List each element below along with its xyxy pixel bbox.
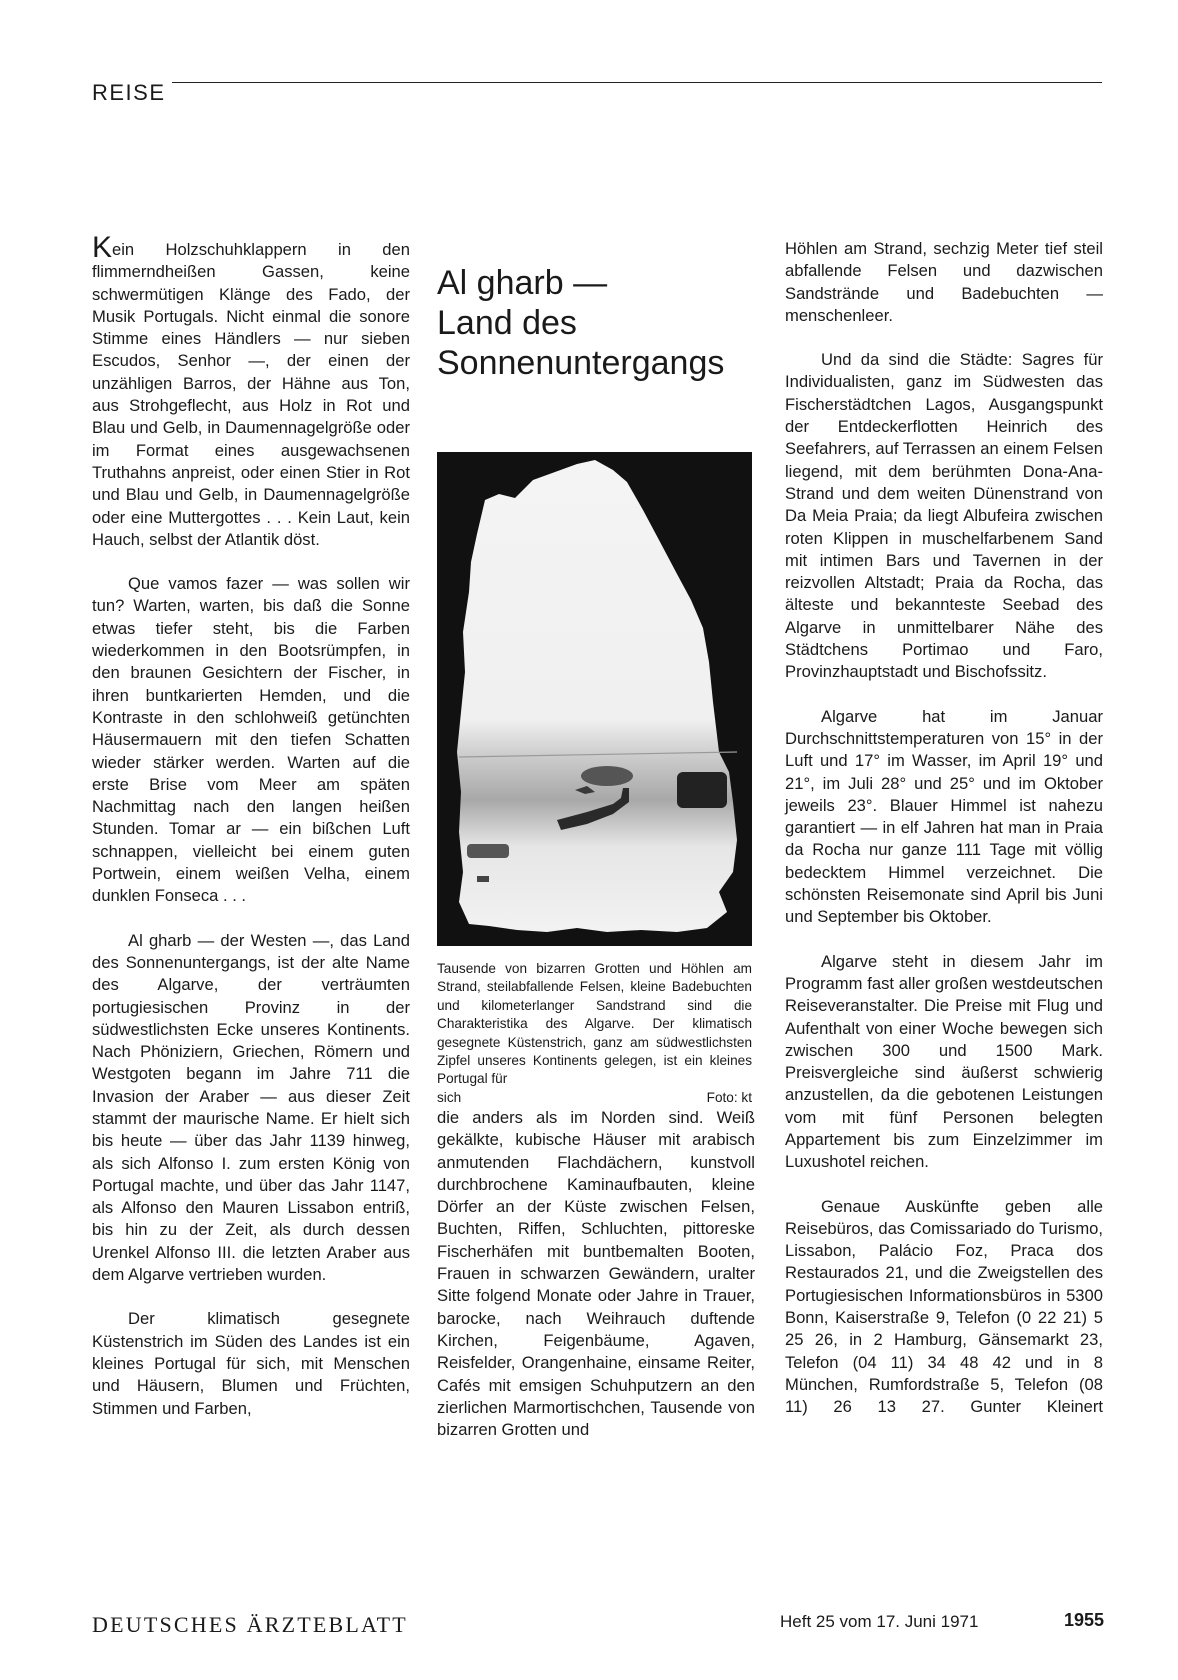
- journal-masthead: DEUTSCHES ÄRZTEBLATT: [92, 1612, 408, 1637]
- paragraph: Der klimatisch gesegnete Küstenstrich im Süden des Landes ist ein kleines Portugal für sich, mit Menschen und Häusern, Blumen und Früchten, Stimmen und Farben,: [92, 1309, 410, 1418]
- paragraph: Und da sind die Städte: Sagres für Individualisten, ganz im Südwesten das Fischerstädtchen Lagos, Ausgangspunkt der Entdeckerflotten Heinrich des Seefahrers, auf Terrassen an einem Felsen liegend, mit dem berühmten Dona-Ana-Strand und dem weiten Dünenstrand von Da Meia Praia; da liegt Albufeira zwischen roten Klippen in muschelfarbenem Sand mit intimen Bars und Tavernen in der reizvollen Altstadt; Praia da Rocha, das älteste und bekannteste Seebad des Algarve in unmittelbarer Nähe des Städtchens Portimao und Faro, Provinzhauptstadt und Bischofssitz.: [785, 350, 1103, 682]
- page-number: 1955: [1064, 1610, 1105, 1630]
- grotto-photo: [437, 452, 752, 946]
- paragraph: Algarve hat im Januar Durchschnittstemperaturen von 15° in der Luft und 17° im Wasser, im April 19° und 21°, im Juli 28° und 25° und im Oktober jeweils 23°. Blauer Himmel ist nahezu garantiert — in elf Jahren hat man in Praia da Rocha nur ganze 111 Tage mit völlig bedecktem Himmel verzeichnet. Die schönsten Reisemonate sind April bis Juni und September bis Oktober.: [785, 706, 1103, 927]
- drop-cap: K: [92, 231, 113, 264]
- author-name: Gunter Kleinert: [970, 1397, 1103, 1417]
- paragraph: Genaue Auskünfte geben alle Reisebüros, das Comissariado do Turismo, Lissabon, Palácio Foz, Praca dos Restaurados 21, und die Zweigstellen des Portugiesischen Informationsbüros in 5300 Bonn, Kaiserstraße 9, Telefon (0 22 21) 5 25 26, in 2 Hamburg, Gänsemarkt 23, Telefon (04 11) 34 48 42 und in 8 München, Rumfordstraße 5, Telefon (08 11) 26 13 27. Gunter Kleinert: [785, 1196, 1103, 1417]
- issue-info: Heft 25 vom 17. Juni 1971: [780, 1612, 979, 1631]
- paragraph: Al gharb — der Westen —, das Land des Sonnenuntergangs, ist der alte Name des Algarve, der verträumten portugiesischen Provinz in der südwestlichsten Ecke unseres Kontinents. Nach Phöniziern, Griechen, Römern und Westgoten begann im Jahre 711 die Invasion der Araber — aus dieser Zeit stammt der maurische Name. Er hielt sich bis heute — über das Jahr 1139 hinweg, als sich Alfonso I. zum ersten König von Portugal machte, und über das Jahr 1147, als Alfonso den Mauren Lissabon entriß, bis hin zu der Zeit, als durch dessen Urenkel Alfonso III. die letzten Araber aus dem Algarve vertrieben wurden.: [92, 930, 410, 1285]
- paragraph: Höhlen am Strand, sechzig Meter tief steil abfallende Felsen und dazwischen Sandstrände und Badebuchten — menschenleer.: [785, 239, 1103, 325]
- paragraph: Que vamos fazer — was sollen wir tun? Warten, warten, bis daß die Sonne etwas tiefer steht, bis die Farben wiederkommen in den Bootsrümpfen, in den braunen Gesichtern der Fischer, in ihren buntkarierten Hemden, und die Kontraste in den schlohweiß getünchten Häusermauern mit den tiefen Schatten wieder stärker werden. Warten auf die erste Brise vom Meer am späten Nachmittag nach den langen heißen Stunden. Tomar ar — ein bißchen Luft schnappen, vielleicht bei einem guten Portwein, einem weißen Velha, einem dunklen Fonseca . . .: [92, 574, 410, 906]
- photo-caption: Tausende von bizarren Grotten und Höhlen am Strand, steilabfallende Felsen, kleine Badebuchten und kilometerlanger Sandstrand sind die Charakteristika des Algarve. Der klimatisch gesegnete Küstenstrich, ganz am südwestlichsten Zipfel unseres Kontinents gelegen, ist ein kleines Portugal für sich Foto: kt: [437, 960, 752, 1107]
- header-rule: [172, 82, 1102, 83]
- article-column-3: [785, 238, 1103, 1419]
- paragraph-intro: Kein Holzschuhklappern in den flimmerndheißen Gassen, keine schwermütigen Klänge des Fado, der Musik Portugals. Nicht einmal die sonore Stimme eines Händlers — nur sieben Escudos, Senhor —, der einen der unzähligen Barros, der Hähne aus Ton, aus Strohgeflecht, aus Holz in Rot und Blau und Gelb, in Daumennagelgröße oder im Format eines ausgewachsenen Truthahns anpreist, oder einen Stier in Rot und Blau und Gelb, in Daumennagelgröße oder eine Muttergottes . . . Kein Laut, kein Hauch, selbst der Atlantik döst.: [92, 231, 410, 549]
- article-column-2: [437, 1107, 755, 1441]
- photo-credit: Foto: kt: [706, 1089, 752, 1105]
- article-column-1: [92, 231, 410, 1420]
- paragraph: die anders als im Norden sind. Weiß gekälkte, kubische Häuser mit arabisch anmutenden Flachdächern, kunstvoll durchbrochene Kaminaufbauten, kleine Dörfer an der Küste zwischen Felsen, Buchten, Riffen, Schluchten, pittoreske Fischerhäfen mit buntbemalten Booten, Frauen in schwarzen Gewändern, uralter Sitte folgend Monate oder Jahre in Trauer, barocke, nach Weihrauch duftende Kirchen, Feigenbäume, Agaven, Reisfelder, Orangenhaine, einsame Reiter, Cafés mit emsigen Schuhputzern an den zierlichen Marmortischchen, Tausende von bizarren Grotten und: [437, 1108, 755, 1440]
- article-title: Al gharb — Land des Sonnenuntergangs: [437, 263, 725, 382]
- paragraph: Algarve steht in diesem Jahr im Programm fast aller großen westdeutschen Reiseveranstalter. Die Preise mit Flug und Aufenthalt von einer Woche bewegen sich zwischen 300 und 1500 Mark. Preisvergleiche sind äußerst schwierig anzustellen, da die gebotenen Leistungen vom mit fünf Personen belegten Appartement bis zum Einzelzimmer im Luxushotel reichen.: [785, 951, 1103, 1172]
- section-label: REISE: [92, 80, 166, 105]
- caption-last-word: sich: [437, 1089, 462, 1105]
